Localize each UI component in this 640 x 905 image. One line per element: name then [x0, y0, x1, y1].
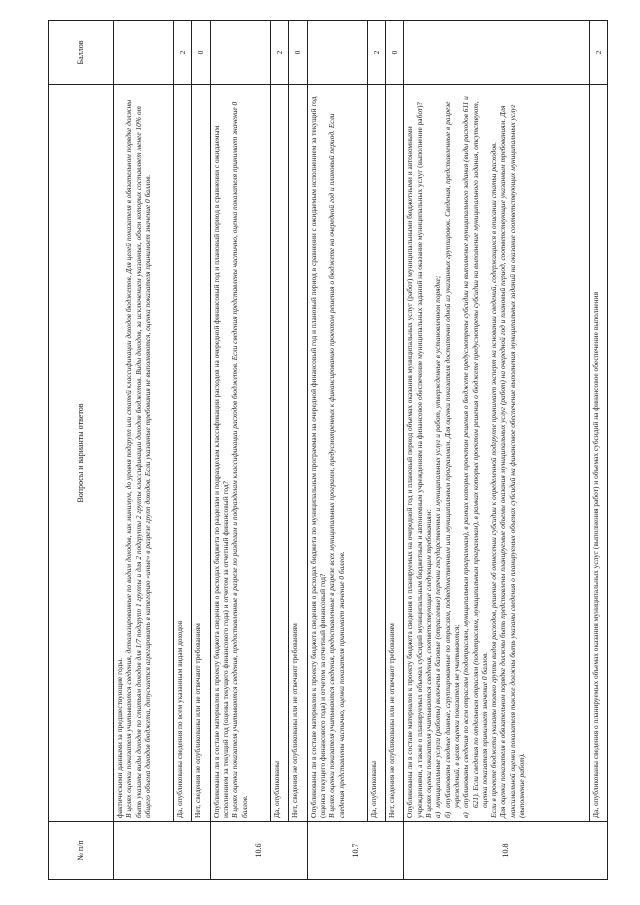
- answer-text: Да, опубликованы сведения по всем указанным видам доходов: [174, 85, 192, 822]
- table-row: [307, 21, 367, 880]
- table-row: [404, 21, 589, 880]
- table-row: [114, 21, 174, 880]
- answer-score: 0: [386, 21, 404, 85]
- answer-text: Да, опубликованы: [270, 85, 288, 822]
- question-cell: [307, 85, 367, 822]
- score-cell-empty: [404, 21, 589, 85]
- question-text: Опубликованы ли в составе материалов к проекту бюджета сведения о планируемых на очередной год и плановый период объемах оказания муниципальных услуг (работ) муниципальными бюджетными и автономными учреждениями, а также о планируемых объемах субсидий муниципальным бюджетным и автономным учреждениям на финансовое обеспечение муниципальных заданий на оказание муниципальных услуг (выполнение работ)?: [405, 102, 424, 818]
- list-item: б) опубликованы сводные данные, сгруппированные по отраслям, подведомственным или муниципальным программам. Для оценки показателя достаточно одной из указанных группировок. Сведения, представленные в разрезе учреждений, в целях оценки показателя не учитываются;: [442, 101, 461, 818]
- header-score: Баллов: [49, 21, 114, 85]
- answer-row: [367, 21, 385, 880]
- answer-score: 0: [289, 21, 307, 85]
- row-num: 10.6: [210, 822, 307, 880]
- answer-row: [386, 21, 404, 880]
- question-note: Для оценки показателя в обязательном порядке должны быть представлены планируемые объемы оказания муниципальных услуг (работ) на очередной год и плановый период, соответствующие указанным требованиям. Для максимальной оценки показателя также должны быть указаны сведения о планируемых объемах субсидий на финансовое обеспечение выполнения муниципальных заданий на оказание соответствующих муниципальных услуг (выполнение работ).: [498, 104, 526, 818]
- row-num: 10.7: [307, 822, 404, 880]
- answer-text: Нет, сведения не опубликованы или не отвечают требованиям: [192, 85, 210, 822]
- answer-score: 2: [367, 21, 385, 85]
- header-num: № п/п: [49, 822, 114, 880]
- question-note: Если в проекте бюджета указаны только группы видов расходов, решение об отнесении субсидии к определенной подгруппе принимает эксперт на основании сведений, содержащихся в описании статьи расходов.: [489, 141, 499, 818]
- answer-row: [174, 21, 192, 880]
- question-note: В целях оценки показателя учитываются сведения, предоставленные в разрезе всех муниципальных программ, предусмотренных к финансированию проектом решения о бюджете на очередной год и плановый период. Если сведения представлены частично, оценка показателя принимает значение 0 баллов.: [327, 113, 346, 818]
- answer-text: Да, опубликованы: [367, 85, 385, 822]
- row-num-carry: [114, 822, 211, 880]
- answer-score: 2: [589, 21, 607, 85]
- score-cell-empty: [210, 21, 270, 85]
- question-cell: [114, 85, 174, 822]
- answer-text: Нет, сведения не опубликованы или не отвечают требованиям: [289, 85, 307, 822]
- list-item: а) муниципальные услуги (работы) включены в базовые (отраслевые) перечни государственных и муниципальных услуг и работ, утвержденные в установленном порядке;: [433, 275, 443, 818]
- question-cell: [210, 85, 270, 822]
- question-note: В целях оценки показателя учитываются сведения, предоставленные в разрезе по разделам и подразделам классификации расходов бюджетов. Если сведения представлены частично, оценка показателя принимает значение 0 баллов.: [230, 101, 249, 818]
- answer-row: [192, 21, 210, 880]
- list-item: в) опубликованы сведения по всем отраслям (подотраслям, муниципальным программам), в рамках которых проектом решения о бюджете предусмотрены субсидии на выполнение муниципального задания (виды расходов 611 и 621). Если сведения по отдельным отраслям (подотраслям, муниципальным программам), в рамках которых проектом решения о бюджете предусмотрены субсидии на выполнение муниципального задания, отсутствуют, оценка показателя принимает значение 0 баллов.: [461, 96, 489, 818]
- carry-line: фактическими данными за предшествующие годы.: [115, 657, 124, 818]
- answer-row: [289, 21, 307, 880]
- question-text: Опубликованы ли в составе материалов к проекту бюджета сведения о расходах бюджета по муниципальным программам на очередной финансовый год и плановый период в сравнении с ожидаемым исполнением за текущий год (оценка текущего финансового года) и отчетом за отчетный финансовый год?: [308, 96, 327, 818]
- table-header-row: [49, 21, 114, 880]
- answer-text: Нет, сведения не опубликованы или не отвечают требованиям: [386, 85, 404, 822]
- criteria-table: [48, 20, 608, 880]
- table-row: [210, 21, 270, 880]
- carry-note: В целях оценки показателя учитываются сведения, детализированные по видам доходов, как минимум, до уровня подгрупп или статей классификации доходов бюджетов. Для целей показателя в обязательном порядке должны быть указаны виды доходов по статьям доходов для 1/7 подгрупп 1 группы и для 2 подгруппы 2 группы классификации доходов бюджетов. Виды доходов, за исключением указанных, объем которых составляет менее 10% от общего объема доходов бюджета, допускается агрегировать в категорию «иные» в разрезе групп доходов. Если указанные требования не выполняются, оценка показателя принимает значение 0 баллов.: [124, 99, 152, 818]
- question-cell: [404, 85, 589, 822]
- answer-score: 2: [174, 21, 192, 85]
- rotated-page: [48, 20, 608, 880]
- answer-row: [270, 21, 288, 880]
- answer-score: 0: [192, 21, 210, 85]
- answer-score: 2: [270, 21, 288, 85]
- score-cell-empty: [307, 21, 367, 85]
- header-question: Вопросы и варианты ответов: [49, 85, 114, 822]
- question-intro: В целях оценки показателя учитываются сведения, соответствующие следующим требованиям:: [424, 509, 434, 818]
- row-num: 10.8: [404, 822, 608, 880]
- answer-row: [589, 21, 607, 880]
- question-text: Опубликованы ли в составе материалов к проекту бюджета сведения о расходах бюджета по разделам и подразделам классификации расходов на очередной финансовый год и плановый период в сравнении с ожидаемым исполнением за текущий год (оценка текущего финансового года) и отчетом за отчетный финансовый год?: [211, 125, 231, 818]
- score-cell-empty: [114, 21, 174, 85]
- answer-text: Да, опубликованы сведения о планируемых объемах оказания муниципальных услуг (выполнения работ) и объемах субсидий на финансовое обеспечение выполнения: [589, 85, 607, 822]
- requirements-list: [433, 88, 489, 818]
